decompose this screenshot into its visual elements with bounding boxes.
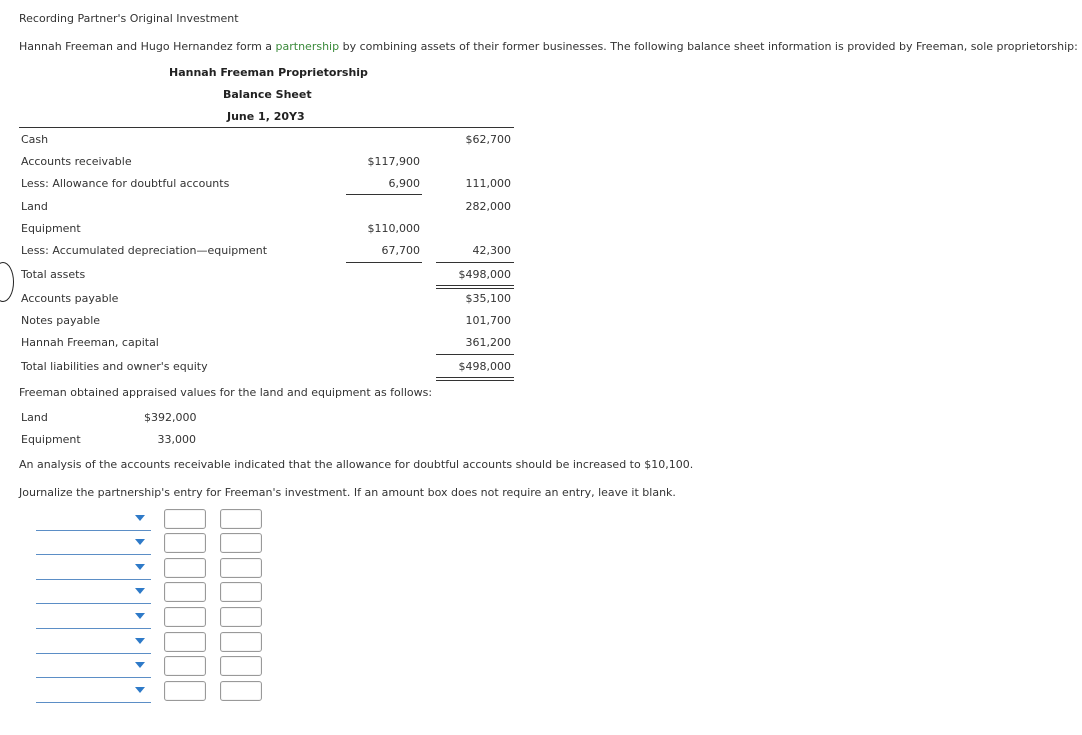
row-label: Total liabilities and owner's equity bbox=[21, 360, 208, 373]
dropdown-arrow-icon bbox=[135, 662, 145, 668]
debit-input[interactable] bbox=[164, 632, 206, 652]
bs-row-capital bbox=[19, 336, 514, 350]
debit-input[interactable] bbox=[164, 558, 206, 578]
account-dropdown[interactable] bbox=[36, 632, 151, 654]
bs-row-equipment bbox=[19, 222, 514, 236]
dropdown-arrow-icon bbox=[135, 564, 145, 570]
row-label: Cash bbox=[21, 133, 49, 146]
balance-sheet-title: Balance Sheet bbox=[223, 88, 312, 101]
row-col2: $35,100 bbox=[465, 292, 511, 305]
debit-input[interactable] bbox=[164, 607, 206, 627]
row-label: Land bbox=[21, 200, 48, 213]
row-col2: 361,200 bbox=[465, 336, 511, 349]
dropdown-arrow-icon bbox=[135, 539, 145, 545]
debit-input[interactable] bbox=[164, 509, 206, 529]
row-label: Equipment bbox=[21, 222, 81, 235]
row-col1: 67,700 bbox=[381, 244, 420, 257]
intro-text-before: Hannah Freeman and Hugo Hernandez form a bbox=[19, 40, 276, 53]
account-dropdown[interactable] bbox=[36, 582, 151, 604]
debit-input[interactable] bbox=[164, 681, 206, 701]
appraisal-label: Equipment bbox=[21, 433, 81, 446]
row-label: Notes payable bbox=[21, 314, 101, 327]
appraisal-label: Land bbox=[21, 411, 48, 424]
depreciation-underline bbox=[346, 262, 422, 263]
debit-input[interactable] bbox=[164, 656, 206, 676]
bs-row-cash bbox=[19, 133, 514, 147]
debit-input[interactable] bbox=[164, 582, 206, 602]
intro-text-after: by combining assets of their former businesses. The following balance sheet information is provided by Freeman, sole proprietorship: bbox=[339, 40, 1078, 53]
bs-row-accounts-payable bbox=[19, 292, 514, 306]
account-dropdown[interactable] bbox=[36, 533, 151, 555]
row-col1: 6,900 bbox=[388, 177, 420, 190]
row-col2: $62,700 bbox=[465, 133, 511, 146]
row-col2: $498,000 bbox=[458, 360, 511, 373]
total-liabilities-double-rule-2 bbox=[436, 380, 514, 381]
row-label: Hannah Freeman, capital bbox=[21, 336, 159, 349]
account-dropdown[interactable] bbox=[36, 681, 151, 703]
appraisal-value: $392,000 bbox=[144, 411, 197, 424]
dropdown-arrow-icon bbox=[135, 687, 145, 693]
account-dropdown[interactable] bbox=[36, 607, 151, 629]
bs-row-allowance bbox=[19, 177, 514, 191]
row-col2: 101,700 bbox=[465, 314, 511, 327]
total-assets-double-rule-1 bbox=[436, 285, 514, 286]
row-label: Accounts payable bbox=[21, 292, 119, 305]
row-col1: $117,900 bbox=[367, 155, 420, 168]
credit-input[interactable] bbox=[220, 558, 262, 578]
row-col2: 282,000 bbox=[465, 200, 511, 213]
intro-paragraph bbox=[19, 40, 1078, 54]
table-top-rule bbox=[19, 127, 514, 128]
account-dropdown[interactable] bbox=[36, 558, 151, 580]
row-label: Less: Accumulated depreciation—equipment bbox=[21, 244, 268, 257]
allowance-underline bbox=[346, 194, 422, 195]
credit-input[interactable] bbox=[220, 607, 262, 627]
instruction-text: Journalize the partnership's entry for Freeman's investment. If an amount box does not require an entry, leave it blank. bbox=[19, 486, 676, 499]
dropdown-arrow-icon bbox=[135, 613, 145, 619]
credit-input[interactable] bbox=[220, 582, 262, 602]
credit-input[interactable] bbox=[220, 509, 262, 529]
row-label: Total assets bbox=[21, 268, 86, 281]
bs-row-accum-depreciation bbox=[19, 244, 514, 258]
row-label: Less: Allowance for doubtful accounts bbox=[21, 177, 230, 190]
circle-mark bbox=[0, 262, 14, 302]
row-col1: $110,000 bbox=[367, 222, 420, 235]
total-liabilities-double-rule-1 bbox=[436, 377, 514, 378]
page-title: Recording Partner's Original Investment bbox=[19, 12, 239, 25]
row-col2: $498,000 bbox=[458, 268, 511, 281]
partnership-link[interactable]: partnership bbox=[275, 40, 340, 53]
balance-sheet-company: Hannah Freeman Proprietorship bbox=[169, 66, 368, 79]
bs-row-notes-payable bbox=[19, 314, 514, 328]
dropdown-arrow-icon bbox=[135, 515, 145, 521]
account-dropdown[interactable] bbox=[36, 509, 151, 531]
credit-input[interactable] bbox=[220, 632, 262, 652]
total-assets-double-rule-2 bbox=[436, 288, 514, 289]
bs-row-total-liabilities-equity bbox=[19, 360, 514, 374]
credit-input[interactable] bbox=[220, 533, 262, 553]
analysis-text: An analysis of the accounts receivable indicated that the allowance for doubtful accounts should be increased to $10,100. bbox=[19, 458, 694, 471]
credit-input[interactable] bbox=[220, 656, 262, 676]
appraisal-intro: Freeman obtained appraised values for the land and equipment as follows: bbox=[19, 386, 433, 399]
account-dropdown[interactable] bbox=[36, 656, 151, 678]
bs-row-land bbox=[19, 200, 514, 214]
row-col2: 111,000 bbox=[465, 177, 511, 190]
appraisal-value: 33,000 bbox=[157, 433, 196, 446]
bs-row-accounts-receivable bbox=[19, 155, 514, 169]
dropdown-arrow-icon bbox=[135, 588, 145, 594]
assets-subtotal-rule bbox=[436, 262, 514, 263]
debit-input[interactable] bbox=[164, 533, 206, 553]
credit-input[interactable] bbox=[220, 681, 262, 701]
balance-sheet-date: June 1, 20Y3 bbox=[227, 110, 305, 123]
row-col2: 42,300 bbox=[472, 244, 511, 257]
bs-row-total-assets bbox=[19, 268, 514, 282]
row-label: Accounts receivable bbox=[21, 155, 132, 168]
liabilities-subtotal-rule bbox=[436, 354, 514, 355]
dropdown-arrow-icon bbox=[135, 638, 145, 644]
